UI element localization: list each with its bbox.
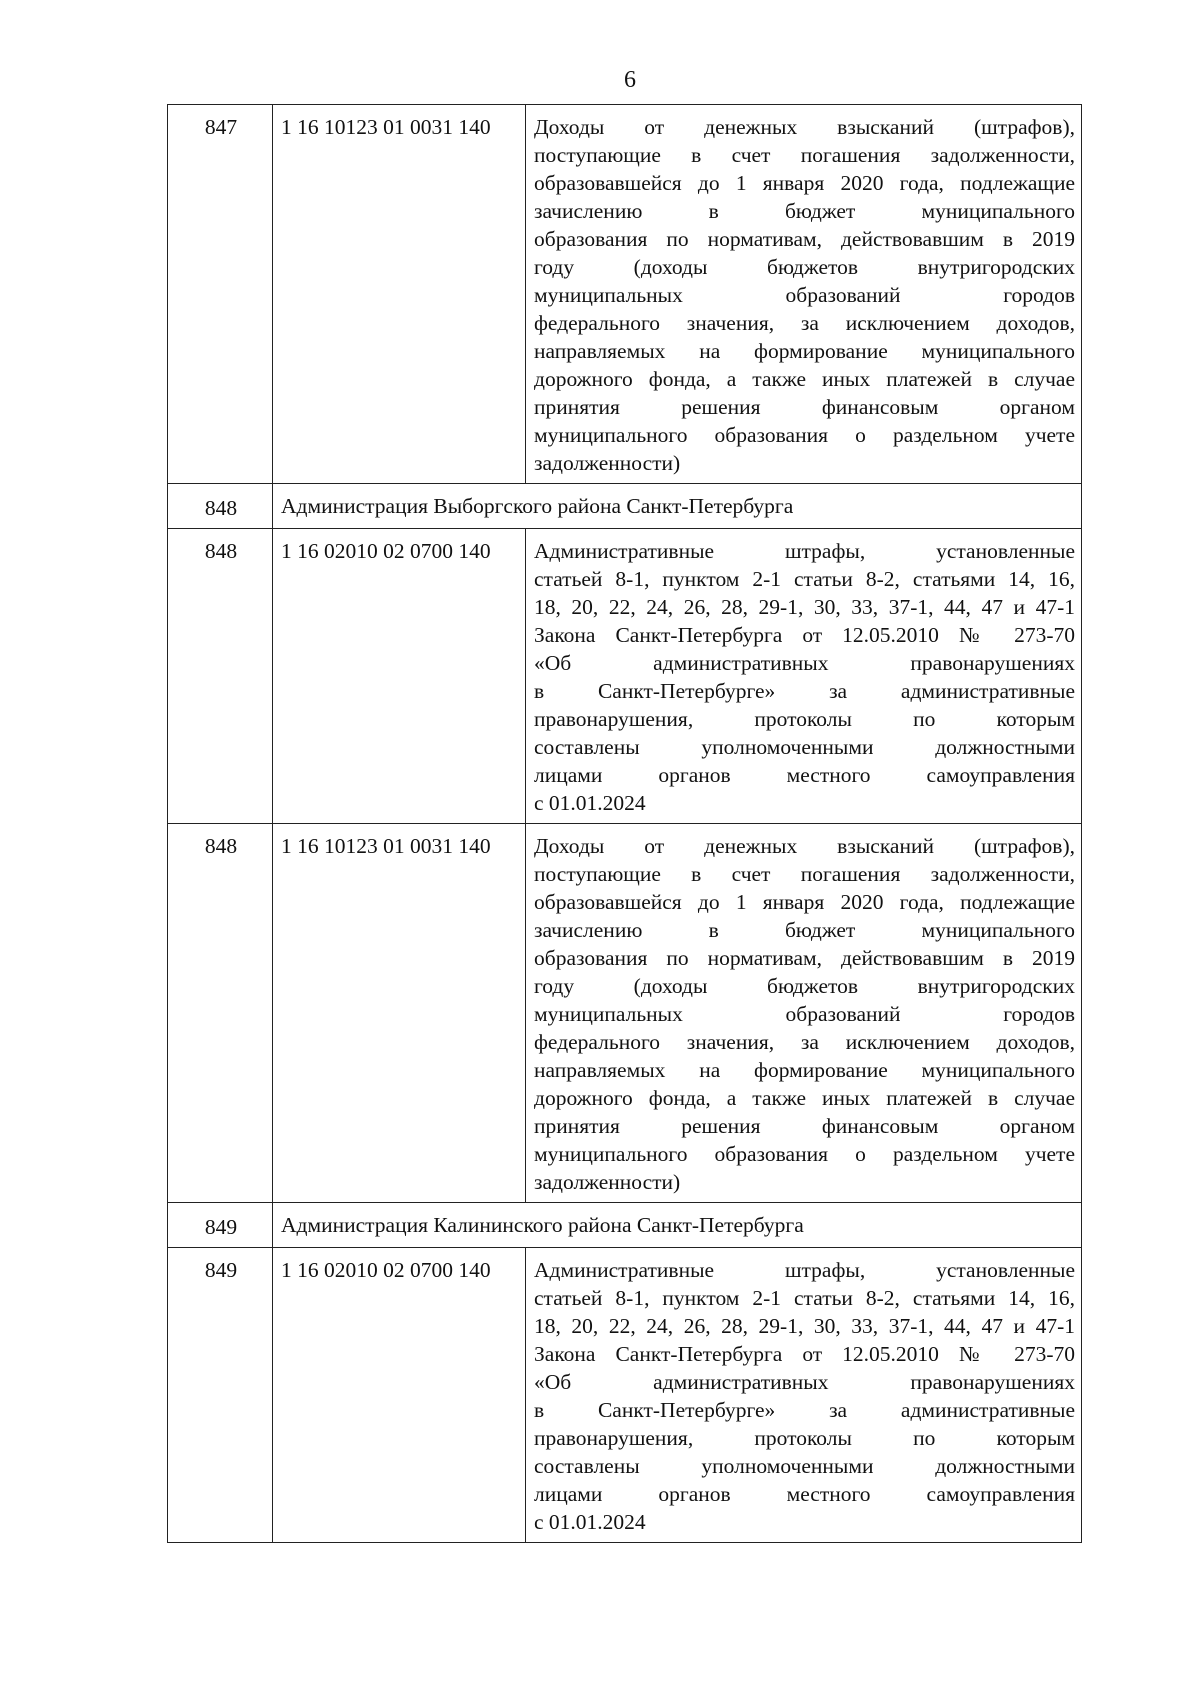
description-line: «Об административных правонарушениях — [534, 1370, 1075, 1394]
description-line: образования по нормативам, действовавшим в 2019 — [534, 227, 1075, 251]
description-line: федерального значения, за исключением доходов, — [534, 311, 1075, 335]
description-line: Доходы от денежных взысканий (штрафов), — [534, 115, 1075, 139]
revenue-classification-table — [167, 104, 1082, 1543]
description-line: образования по нормативам, действовавшим в 2019 — [534, 946, 1075, 970]
description-line: принятия решения финансовым органом — [534, 395, 1075, 419]
income-code-cell: 1 16 10123 01 0031 140 — [273, 105, 526, 484]
description-line: правонарушения, протоколы по которым — [534, 707, 1075, 731]
description-line: Закона Санкт-Петербурга от 12.05.2010 № 273-70 — [534, 1342, 1075, 1366]
admin-code-cell: 847 — [168, 105, 273, 484]
income-description-cell — [526, 824, 1082, 1203]
description-line: направляемых на формирование муниципального — [534, 1058, 1075, 1082]
table-row — [168, 105, 1082, 484]
description-line: муниципального образования о раздельном учете — [534, 423, 1075, 447]
description-line: статьей 8-1, пунктом 2-1 статьи 8-2, статьями 14, 16, — [534, 567, 1075, 591]
table-row — [168, 529, 1082, 824]
admin-code-cell: 848 — [168, 824, 273, 1203]
description-line: с 01.01.2024 — [534, 791, 646, 815]
description-line: зачислению в бюджет муниципального — [534, 918, 1075, 942]
description-line: муниципального образования о раздельном учете — [534, 1142, 1075, 1166]
description-line: в Санкт-Петербурге» за административные — [534, 1398, 1075, 1422]
description-line: образовавшейся до 1 января 2020 года, подлежащие — [534, 890, 1075, 914]
description-line: 18, 20, 22, 24, 26, 28, 29-1, 30, 33, 37-1, 44, 47 и 47-1 — [534, 595, 1075, 619]
description-line: правонарушения, протоколы по которым — [534, 1426, 1075, 1450]
description-line: Административные штрафы, установленные — [534, 539, 1075, 563]
description-line: федерального значения, за исключением доходов, — [534, 1030, 1075, 1054]
admin-code-cell: 848 — [168, 529, 273, 824]
description-line: поступающие в счет погашения задолженности, — [534, 862, 1075, 886]
income-code-cell: 1 16 02010 02 0700 140 — [273, 1248, 526, 1543]
admin-header-row — [168, 484, 1082, 529]
description-line: образовавшейся до 1 января 2020 года, подлежащие — [534, 171, 1075, 195]
description-line: муниципальных образований городов — [534, 1002, 1075, 1026]
admin-code-cell: 849 — [168, 1248, 273, 1543]
description-line: 18, 20, 22, 24, 26, 28, 29-1, 30, 33, 37-1, 44, 47 и 47-1 — [534, 1314, 1075, 1338]
income-description-cell — [526, 529, 1082, 824]
description-line: зачислению в бюджет муниципального — [534, 199, 1075, 223]
description-line: в Санкт-Петербурге» за административные — [534, 679, 1075, 703]
description-line: Административные штрафы, установленные — [534, 1258, 1075, 1282]
description-line: составлены уполномоченными должностными — [534, 735, 1075, 759]
admin-name-cell: Администрация Калининского района Санкт-Петербурга — [273, 1203, 1082, 1248]
description-line: «Об административных правонарушениях — [534, 651, 1075, 675]
income-code-cell: 1 16 02010 02 0700 140 — [273, 529, 526, 824]
description-line: составлены уполномоченными должностными — [534, 1454, 1075, 1478]
description-line: дорожного фонда, а также иных платежей в случае — [534, 367, 1075, 391]
admin-name-cell: Администрация Выборгского района Санкт-Петербурга — [273, 484, 1082, 529]
description-line: дорожного фонда, а также иных платежей в случае — [534, 1086, 1075, 1110]
description-line: поступающие в счет погашения задолженности, — [534, 143, 1075, 167]
description-line: статьей 8-1, пунктом 2-1 статьи 8-2, статьями 14, 16, — [534, 1286, 1075, 1310]
description-line: Закона Санкт-Петербурга от 12.05.2010 № 273-70 — [534, 623, 1075, 647]
admin-code-cell: 848 — [168, 484, 273, 529]
income-description-cell — [526, 1248, 1082, 1543]
table-row — [168, 1248, 1082, 1543]
description-line: муниципальных образований городов — [534, 283, 1075, 307]
description-line: лицами органов местного самоуправления — [534, 763, 1075, 787]
description-line: направляемых на формирование муниципального — [534, 339, 1075, 363]
admin-header-row — [168, 1203, 1082, 1248]
income-description-cell — [526, 105, 1082, 484]
income-code-cell: 1 16 10123 01 0031 140 — [273, 824, 526, 1203]
page-number: 6 — [624, 67, 636, 93]
table-body — [168, 105, 1082, 1543]
description-line: Доходы от денежных взысканий (штрафов), — [534, 834, 1075, 858]
admin-code-cell: 849 — [168, 1203, 273, 1248]
table-row — [168, 824, 1082, 1203]
description-line: принятия решения финансовым органом — [534, 1114, 1075, 1138]
description-line: году (доходы бюджетов внутригородских — [534, 255, 1075, 279]
description-line: году (доходы бюджетов внутригородских — [534, 974, 1075, 998]
description-line: с 01.01.2024 — [534, 1510, 646, 1534]
description-line: задолженности) — [534, 451, 681, 475]
description-line: задолженности) — [534, 1170, 681, 1194]
description-line: лицами органов местного самоуправления — [534, 1482, 1075, 1506]
